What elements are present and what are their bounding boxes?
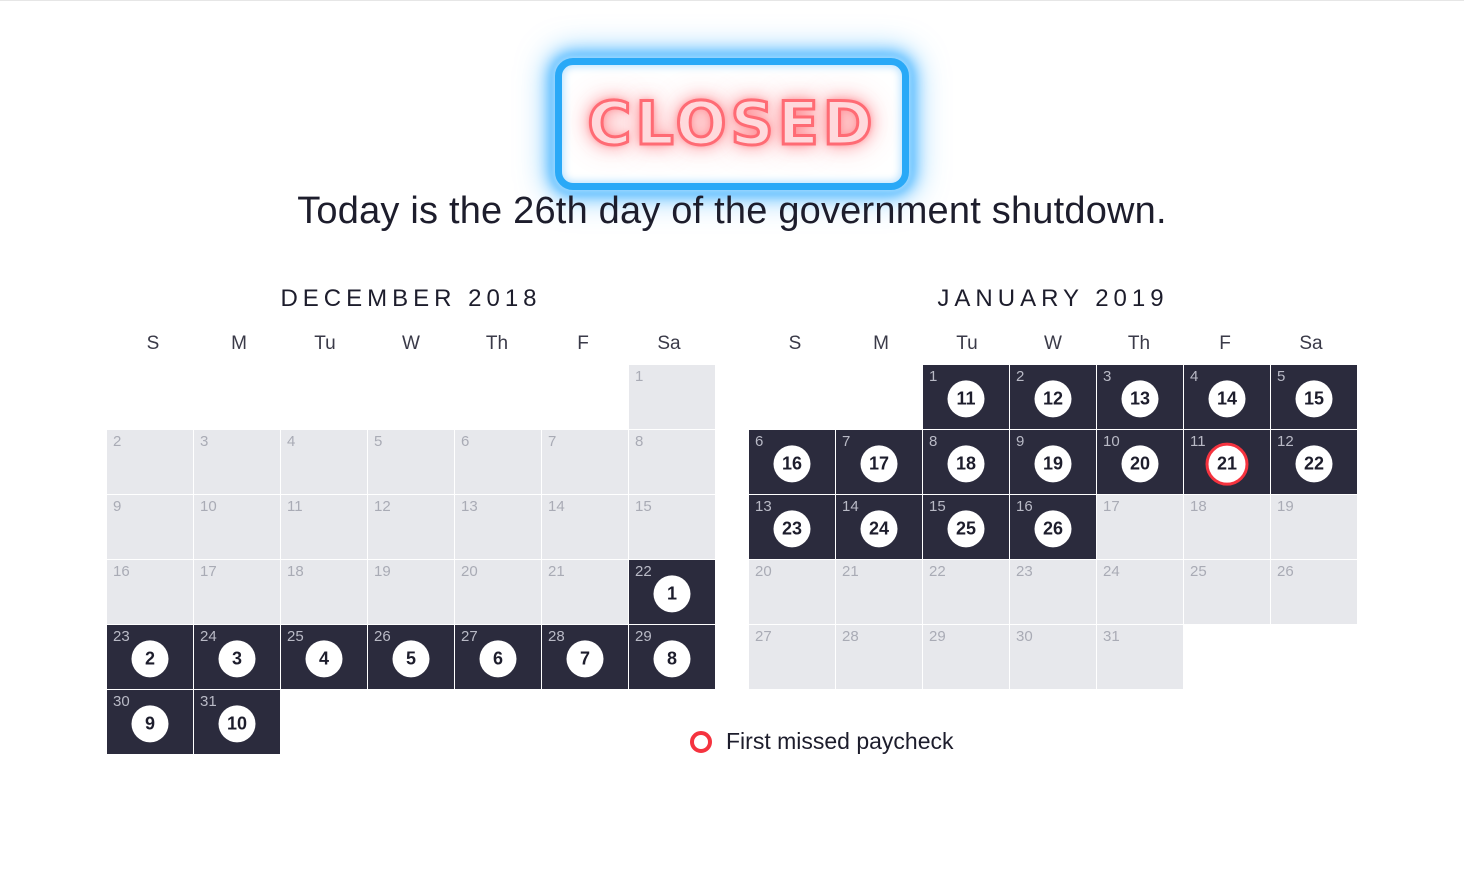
date-number: 4 — [1190, 368, 1199, 385]
calendar-cell — [455, 430, 541, 494]
calendar-cell — [1010, 625, 1096, 689]
date-number: 9 — [113, 498, 122, 515]
date-number: 1 — [635, 368, 644, 385]
calendar-cell — [629, 365, 715, 429]
day-of-week-label: W — [1044, 333, 1062, 354]
calendar-cell-shutdown — [1271, 430, 1357, 494]
shutdown-day-badge: 26 — [1035, 510, 1072, 547]
calendar-cell-empty — [1184, 625, 1270, 689]
day-of-week-label: Tu — [314, 333, 336, 354]
day-of-week-header — [111, 333, 711, 355]
day-of-week-label: F — [577, 333, 589, 354]
shutdown-day-badge-marked: 21 — [1206, 443, 1249, 486]
calendar-cell — [107, 430, 193, 494]
shutdown-day-badge: 20 — [1122, 445, 1159, 482]
calendar-cell-empty — [281, 365, 367, 429]
date-number: 9 — [1016, 433, 1025, 450]
date-number: 13 — [461, 498, 478, 515]
calendar-cell — [368, 495, 454, 559]
calendar-cell — [107, 560, 193, 624]
day-of-week-label: F — [1219, 333, 1231, 354]
date-number: 4 — [287, 433, 296, 450]
calendar-cell — [194, 495, 280, 559]
date-number: 7 — [548, 433, 557, 450]
shutdown-day-badge: 12 — [1035, 380, 1072, 417]
calendar-cell-shutdown — [749, 430, 835, 494]
calendar-cell-shutdown — [923, 365, 1009, 429]
day-of-week-label: Tu — [956, 333, 978, 354]
date-number: 31 — [1103, 628, 1120, 645]
shutdown-day-badge: 10 — [219, 705, 256, 742]
shutdown-day-badge: 8 — [654, 640, 691, 677]
calendar-cell — [281, 560, 367, 624]
calendar-cell-empty — [542, 365, 628, 429]
shutdown-day-badge: 9 — [132, 705, 169, 742]
date-number: 3 — [1103, 368, 1112, 385]
calendar-cell-empty — [281, 690, 367, 754]
closed-sign-container — [0, 58, 1464, 190]
calendar-cell-shutdown — [107, 625, 193, 689]
calendar-cell-shutdown — [629, 560, 715, 624]
top-divider — [0, 0, 1464, 1]
date-number: 24 — [1103, 563, 1120, 580]
calendar-cell — [1097, 560, 1183, 624]
date-number: 28 — [842, 628, 859, 645]
calendar-cell — [749, 560, 835, 624]
calendar-january-2019 — [753, 285, 1353, 754]
date-number: 23 — [113, 628, 130, 645]
calendar-cell-empty — [455, 365, 541, 429]
calendar-cell — [1271, 495, 1357, 559]
date-number: 19 — [1277, 498, 1294, 515]
calendar-cell — [923, 625, 1009, 689]
day-of-week-header — [753, 333, 1353, 355]
first-missed-paycheck-icon — [690, 731, 712, 753]
date-number: 12 — [374, 498, 391, 515]
date-number: 28 — [548, 628, 565, 645]
calendar-cell — [1010, 560, 1096, 624]
date-number: 30 — [113, 693, 130, 710]
shutdown-day-badge: 22 — [1296, 445, 1333, 482]
date-number: 22 — [635, 563, 652, 580]
calendar-cell-shutdown — [1010, 430, 1096, 494]
calendar-title: JANUARY 2019 — [937, 285, 1169, 312]
shutdown-day-badge: 1 — [654, 575, 691, 612]
day-of-week-label: M — [873, 333, 889, 354]
calendar-cell — [629, 495, 715, 559]
day-of-week-label: Th — [1127, 333, 1151, 354]
shutdown-day-badge: 14 — [1209, 380, 1246, 417]
shutdown-day-badge: 4 — [306, 640, 343, 677]
day-of-week-label: Sa — [657, 333, 681, 354]
calendar-cell-shutdown — [836, 495, 922, 559]
date-number: 15 — [929, 498, 946, 515]
calendar-cell-empty — [542, 690, 628, 754]
legend-label: First missed paycheck — [726, 728, 954, 754]
date-number: 21 — [842, 563, 859, 580]
calendar-cell-empty — [368, 365, 454, 429]
date-number: 5 — [1277, 368, 1286, 385]
calendar-cell-shutdown — [1271, 365, 1357, 429]
calendar-cell — [542, 560, 628, 624]
calendar-cell-shutdown — [629, 625, 715, 689]
date-number: 27 — [461, 628, 478, 645]
shutdown-day-badge: 25 — [948, 510, 985, 547]
calendar-cell — [836, 560, 922, 624]
date-number: 17 — [200, 563, 217, 580]
calendar-cell-shutdown — [1097, 365, 1183, 429]
calendar-cell-shutdown — [455, 625, 541, 689]
day-of-week-label: S — [146, 333, 160, 354]
calendar-cell-shutdown — [1010, 495, 1096, 559]
date-number: 2 — [113, 433, 122, 450]
shutdown-day-badge: 3 — [219, 640, 256, 677]
shutdown-day-badge: 7 — [567, 640, 604, 677]
date-number: 7 — [842, 433, 851, 450]
date-number: 18 — [287, 563, 304, 580]
shutdown-day-badge: 19 — [1035, 445, 1072, 482]
date-number: 10 — [1103, 433, 1120, 450]
day-of-week-label: Sa — [1299, 333, 1323, 354]
calendar-cell — [281, 430, 367, 494]
calendar-cell — [923, 560, 1009, 624]
date-number: 1 — [929, 368, 938, 385]
date-number: 13 — [755, 498, 772, 515]
shutdown-day-badge: 15 — [1296, 380, 1333, 417]
calendar-cell — [542, 430, 628, 494]
calendar-title: DECEMBER 2018 — [280, 285, 542, 312]
date-number: 8 — [929, 433, 938, 450]
calendar-cell-shutdown — [1184, 430, 1270, 494]
calendar-cell-empty — [749, 365, 835, 429]
calendar-cell — [1097, 495, 1183, 559]
neon-sign — [555, 58, 909, 190]
calendar-cell — [629, 430, 715, 494]
date-number: 26 — [374, 628, 391, 645]
calendar-grid — [753, 365, 1353, 689]
calendar-cell-shutdown — [281, 625, 367, 689]
calendar-cell — [1097, 625, 1183, 689]
calendar-cell — [836, 625, 922, 689]
calendar-cell — [455, 560, 541, 624]
calendar-cell-shutdown — [107, 690, 193, 754]
date-number: 8 — [635, 433, 644, 450]
date-number: 14 — [548, 498, 565, 515]
date-number: 29 — [929, 628, 946, 645]
calendar-cell — [542, 495, 628, 559]
calendar-cell — [455, 495, 541, 559]
calendar-cell-shutdown — [1184, 365, 1270, 429]
calendar-cell-empty — [455, 690, 541, 754]
shutdown-day-badge: 18 — [948, 445, 985, 482]
shutdown-day-badge: 16 — [774, 445, 811, 482]
legend — [690, 728, 954, 755]
calendar-grid — [111, 365, 711, 754]
calendar-cell-empty — [1271, 625, 1357, 689]
date-number: 10 — [200, 498, 217, 515]
date-number: 5 — [374, 433, 383, 450]
date-number: 14 — [842, 498, 859, 515]
date-number: 24 — [200, 628, 217, 645]
calendar-cell — [1184, 495, 1270, 559]
date-number: 19 — [374, 563, 391, 580]
date-number: 27 — [755, 628, 772, 645]
calendar-cell-shutdown — [542, 625, 628, 689]
date-number: 16 — [113, 563, 130, 580]
date-number: 18 — [1190, 498, 1207, 515]
date-number: 21 — [548, 563, 565, 580]
date-number: 20 — [461, 563, 478, 580]
date-number: 29 — [635, 628, 652, 645]
calendar-december-2018 — [111, 285, 711, 754]
calendar-cell — [1184, 560, 1270, 624]
date-number: 22 — [929, 563, 946, 580]
date-number: 20 — [755, 563, 772, 580]
calendar-cell-empty — [107, 365, 193, 429]
shutdown-day-badge: 17 — [861, 445, 898, 482]
calendar-cell-empty — [194, 365, 280, 429]
date-number: 2 — [1016, 368, 1025, 385]
calendar-cell — [281, 495, 367, 559]
date-number: 25 — [1190, 563, 1207, 580]
date-number: 11 — [1190, 433, 1206, 450]
calendar-cell — [368, 430, 454, 494]
shutdown-day-badge: 2 — [132, 640, 169, 677]
calendar-cell-shutdown — [923, 495, 1009, 559]
date-number: 23 — [1016, 563, 1033, 580]
date-number: 30 — [1016, 628, 1033, 645]
calendar-cell — [1271, 560, 1357, 624]
date-number: 3 — [200, 433, 209, 450]
date-number: 6 — [461, 433, 470, 450]
shutdown-day-badge: 13 — [1122, 380, 1159, 417]
calendar-cell — [749, 625, 835, 689]
calendar-cell — [368, 560, 454, 624]
date-number: 15 — [635, 498, 652, 515]
calendar-cell-shutdown — [194, 690, 280, 754]
page-title: Today is the 26th day of the government shutdown. — [297, 190, 1167, 232]
day-of-week-label: S — [788, 333, 802, 354]
calendar-cell-empty — [368, 690, 454, 754]
shutdown-day-badge: 6 — [480, 640, 517, 677]
day-of-week-label: W — [402, 333, 420, 354]
date-number: 17 — [1103, 498, 1120, 515]
closed-sign-label: CLOSED — [587, 89, 877, 159]
calendars-container — [0, 285, 1464, 754]
shutdown-day-badge: 23 — [774, 510, 811, 547]
date-number: 16 — [1016, 498, 1033, 515]
calendar-cell-shutdown — [1010, 365, 1096, 429]
calendar-cell-shutdown — [1097, 430, 1183, 494]
calendar-cell — [194, 430, 280, 494]
shutdown-day-badge: 24 — [861, 510, 898, 547]
date-number: 26 — [1277, 563, 1294, 580]
calendar-cell — [194, 560, 280, 624]
day-of-week-label: M — [231, 333, 247, 354]
calendar-cell — [107, 495, 193, 559]
shutdown-day-badge: 5 — [393, 640, 430, 677]
date-number: 11 — [287, 498, 303, 515]
calendar-cell-shutdown — [749, 495, 835, 559]
shutdown-day-badge: 11 — [948, 380, 985, 417]
calendar-cell-empty — [836, 365, 922, 429]
date-number: 25 — [287, 628, 304, 645]
date-number: 6 — [755, 433, 764, 450]
calendar-cell-shutdown — [368, 625, 454, 689]
calendar-cell-shutdown — [194, 625, 280, 689]
day-of-week-label: Th — [485, 333, 509, 354]
calendar-cell-shutdown — [836, 430, 922, 494]
date-number: 12 — [1277, 433, 1294, 450]
date-number: 31 — [200, 693, 217, 710]
calendar-cell-shutdown — [923, 430, 1009, 494]
